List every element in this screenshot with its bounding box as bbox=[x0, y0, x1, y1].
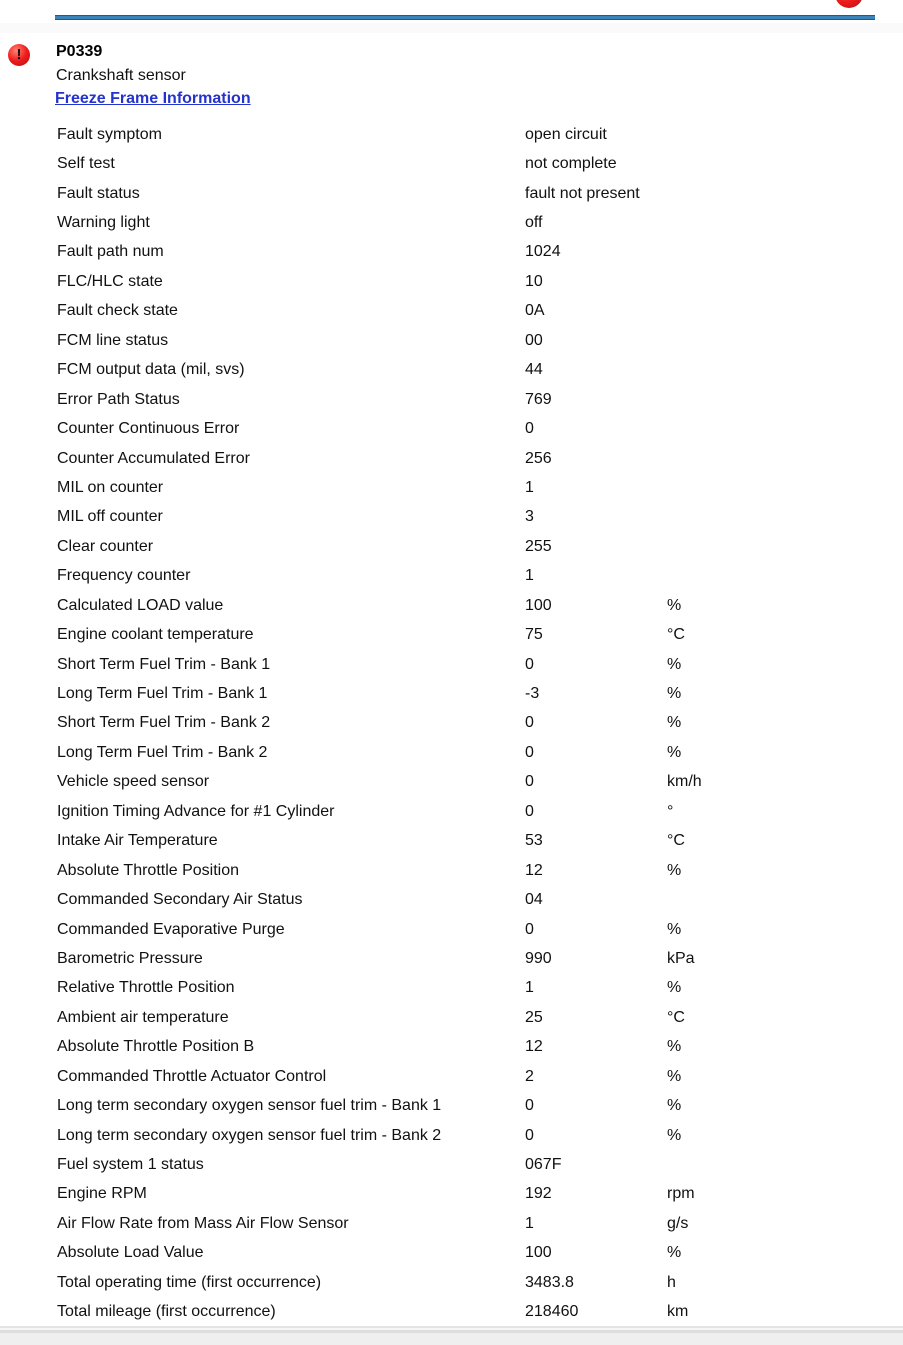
row-label: Long term secondary oxygen sensor fuel trim - Bank 2 bbox=[57, 1126, 442, 1144]
table-row bbox=[0, 385, 903, 414]
table-row bbox=[0, 591, 903, 620]
freeze-frame-table bbox=[0, 120, 903, 1327]
table-row bbox=[0, 827, 903, 856]
table-row bbox=[0, 208, 903, 237]
row-value: 04 bbox=[525, 891, 543, 909]
table-row bbox=[0, 267, 903, 296]
table-row bbox=[0, 620, 903, 649]
row-label: Fault symptom bbox=[57, 125, 162, 143]
row-unit: % bbox=[667, 1126, 682, 1144]
row-label: Short Term Fuel Trim - Bank 2 bbox=[57, 714, 271, 732]
row-label: Absolute Throttle Position bbox=[57, 861, 240, 879]
row-unit: °C bbox=[667, 832, 685, 850]
row-label: Ignition Timing Advance for #1 Cylinder bbox=[57, 802, 335, 820]
row-label: Absolute Throttle Position B bbox=[57, 1038, 255, 1056]
row-value: 3 bbox=[525, 508, 534, 526]
row-unit: % bbox=[667, 596, 682, 614]
row-label: Counter Continuous Error bbox=[57, 420, 240, 438]
row-label: Vehicle speed sensor bbox=[57, 773, 210, 791]
row-label: Commanded Evaporative Purge bbox=[57, 920, 285, 938]
row-unit: % bbox=[667, 979, 682, 997]
table-row bbox=[0, 1150, 903, 1179]
header-divider bbox=[55, 15, 875, 20]
row-label: Ambient air temperature bbox=[57, 1008, 229, 1026]
table-row bbox=[0, 738, 903, 767]
table-row bbox=[0, 1062, 903, 1091]
row-label: FCM line status bbox=[57, 331, 169, 349]
row-label: Total mileage (first occurrence) bbox=[57, 1303, 276, 1321]
row-unit: % bbox=[667, 1097, 682, 1115]
row-unit: % bbox=[667, 655, 682, 673]
row-unit: km bbox=[667, 1303, 689, 1321]
row-value: 3483.8 bbox=[525, 1273, 574, 1291]
row-label: FCM output data (mil, svs) bbox=[57, 361, 245, 379]
row-value: 0 bbox=[525, 420, 534, 438]
fault-alert-icon: ! bbox=[8, 44, 30, 66]
fault-description: Crankshaft sensor bbox=[56, 67, 186, 84]
row-value: 2 bbox=[525, 1067, 534, 1085]
table-row bbox=[0, 473, 903, 502]
fault-code: P0339 bbox=[56, 43, 103, 60]
table-row bbox=[0, 1091, 903, 1120]
row-value: 1024 bbox=[525, 243, 561, 261]
table-row bbox=[0, 238, 903, 267]
table-row bbox=[0, 297, 903, 326]
row-unit: g/s bbox=[667, 1214, 689, 1232]
row-label: Self test bbox=[57, 155, 115, 173]
row-value: 100 bbox=[525, 1244, 552, 1262]
table-row bbox=[0, 326, 903, 355]
row-label: Engine RPM bbox=[57, 1185, 147, 1203]
table-row bbox=[0, 768, 903, 797]
row-unit: °C bbox=[667, 626, 685, 644]
table-row bbox=[0, 709, 903, 738]
row-value: 0 bbox=[525, 1097, 534, 1115]
row-label: Commanded Secondary Air Status bbox=[57, 891, 303, 909]
row-label: Error Path Status bbox=[57, 390, 180, 408]
notification-dot-icon bbox=[835, 0, 863, 8]
table-row bbox=[0, 149, 903, 178]
row-value: 067F bbox=[525, 1156, 562, 1174]
row-value: 75 bbox=[525, 626, 543, 644]
table-row bbox=[0, 797, 903, 826]
row-label: Absolute Load Value bbox=[57, 1244, 204, 1262]
row-unit: km/h bbox=[667, 773, 702, 791]
table-row bbox=[0, 532, 903, 561]
row-value: 769 bbox=[525, 390, 552, 408]
table-row bbox=[0, 503, 903, 532]
row-value: 990 bbox=[525, 949, 552, 967]
row-value: 0 bbox=[525, 920, 534, 938]
row-value: 10 bbox=[525, 272, 543, 290]
row-unit: rpm bbox=[667, 1185, 695, 1203]
table-row bbox=[0, 444, 903, 473]
row-value: 0 bbox=[525, 802, 534, 820]
row-unit: % bbox=[667, 1244, 682, 1262]
row-unit: % bbox=[667, 920, 682, 938]
row-value: fault not present bbox=[525, 184, 640, 202]
table-row bbox=[0, 179, 903, 208]
table-row bbox=[0, 944, 903, 973]
table-row bbox=[0, 1003, 903, 1032]
row-label: Counter Accumulated Error bbox=[57, 449, 250, 467]
row-label: Long Term Fuel Trim - Bank 1 bbox=[57, 685, 268, 703]
horizontal-scrollbar-track[interactable] bbox=[0, 1326, 903, 1345]
row-label: Commanded Throttle Actuator Control bbox=[57, 1067, 327, 1085]
row-label: Calculated LOAD value bbox=[57, 596, 224, 614]
header-shading-band bbox=[0, 23, 903, 33]
row-value: 100 bbox=[525, 596, 552, 614]
row-value: 0A bbox=[525, 302, 545, 320]
row-label: Intake Air Temperature bbox=[57, 832, 218, 850]
table-row bbox=[0, 1239, 903, 1268]
row-value: 1 bbox=[525, 1214, 534, 1232]
row-value: 0 bbox=[525, 655, 534, 673]
row-unit: % bbox=[667, 685, 682, 703]
row-label: Long term secondary oxygen sensor fuel trim - Bank 1 bbox=[57, 1097, 442, 1115]
row-value: 12 bbox=[525, 861, 543, 879]
row-label: MIL on counter bbox=[57, 478, 164, 496]
row-unit: % bbox=[667, 714, 682, 732]
row-value: 44 bbox=[525, 361, 543, 379]
row-label: Frequency counter bbox=[57, 567, 191, 585]
table-row bbox=[0, 1298, 903, 1327]
row-value: -3 bbox=[525, 685, 540, 703]
row-unit: ° bbox=[667, 802, 674, 820]
row-label: Barometric Pressure bbox=[57, 949, 203, 967]
table-row bbox=[0, 414, 903, 443]
row-value: 218460 bbox=[525, 1303, 579, 1321]
row-value: 00 bbox=[525, 331, 543, 349]
table-row bbox=[0, 1180, 903, 1209]
table-row bbox=[0, 1033, 903, 1062]
row-value: 0 bbox=[525, 773, 534, 791]
row-value: 53 bbox=[525, 832, 543, 850]
row-value: open circuit bbox=[525, 125, 607, 143]
row-label: Engine coolant temperature bbox=[57, 626, 254, 644]
row-value: 0 bbox=[525, 1126, 534, 1144]
table-row bbox=[0, 562, 903, 591]
table-row bbox=[0, 650, 903, 679]
table-row bbox=[0, 120, 903, 149]
row-value: 256 bbox=[525, 449, 552, 467]
row-unit: h bbox=[667, 1273, 676, 1291]
row-unit: % bbox=[667, 861, 682, 879]
row-unit: °C bbox=[667, 1008, 685, 1026]
row-value: off bbox=[525, 214, 543, 232]
row-value: 192 bbox=[525, 1185, 552, 1203]
table-row bbox=[0, 1268, 903, 1297]
row-value: 0 bbox=[525, 743, 534, 761]
row-unit: % bbox=[667, 1038, 682, 1056]
row-label: Air Flow Rate from Mass Air Flow Sensor bbox=[57, 1214, 349, 1232]
row-value: 0 bbox=[525, 714, 534, 732]
row-unit: % bbox=[667, 1067, 682, 1085]
table-row bbox=[0, 356, 903, 385]
row-label: Clear counter bbox=[57, 537, 154, 555]
row-value: 12 bbox=[525, 1038, 543, 1056]
row-label: Warning light bbox=[57, 214, 150, 232]
row-value: 1 bbox=[525, 567, 534, 585]
table-row bbox=[0, 856, 903, 885]
row-label: Fuel system 1 status bbox=[57, 1156, 204, 1174]
row-value: 25 bbox=[525, 1008, 543, 1026]
row-label: Short Term Fuel Trim - Bank 1 bbox=[57, 655, 271, 673]
table-row bbox=[0, 679, 903, 708]
row-value: 1 bbox=[525, 478, 534, 496]
row-value: 1 bbox=[525, 979, 534, 997]
row-value: 255 bbox=[525, 537, 552, 555]
row-label: MIL off counter bbox=[57, 508, 163, 526]
row-label: Relative Throttle Position bbox=[57, 979, 235, 997]
row-label: FLC/HLC state bbox=[57, 272, 163, 290]
row-value: not complete bbox=[525, 155, 617, 173]
table-row bbox=[0, 915, 903, 944]
table-row bbox=[0, 885, 903, 914]
row-unit: kPa bbox=[667, 949, 695, 967]
table-row bbox=[0, 974, 903, 1003]
row-label: Fault status bbox=[57, 184, 140, 202]
freeze-frame-link[interactable]: Freeze Frame Information bbox=[55, 90, 251, 107]
row-label: Long Term Fuel Trim - Bank 2 bbox=[57, 743, 268, 761]
row-label: Fault check state bbox=[57, 302, 178, 320]
table-row bbox=[0, 1121, 903, 1150]
row-unit: % bbox=[667, 743, 682, 761]
row-label: Fault path num bbox=[57, 243, 164, 261]
row-label: Total operating time (first occurrence) bbox=[57, 1273, 322, 1291]
table-row bbox=[0, 1209, 903, 1238]
